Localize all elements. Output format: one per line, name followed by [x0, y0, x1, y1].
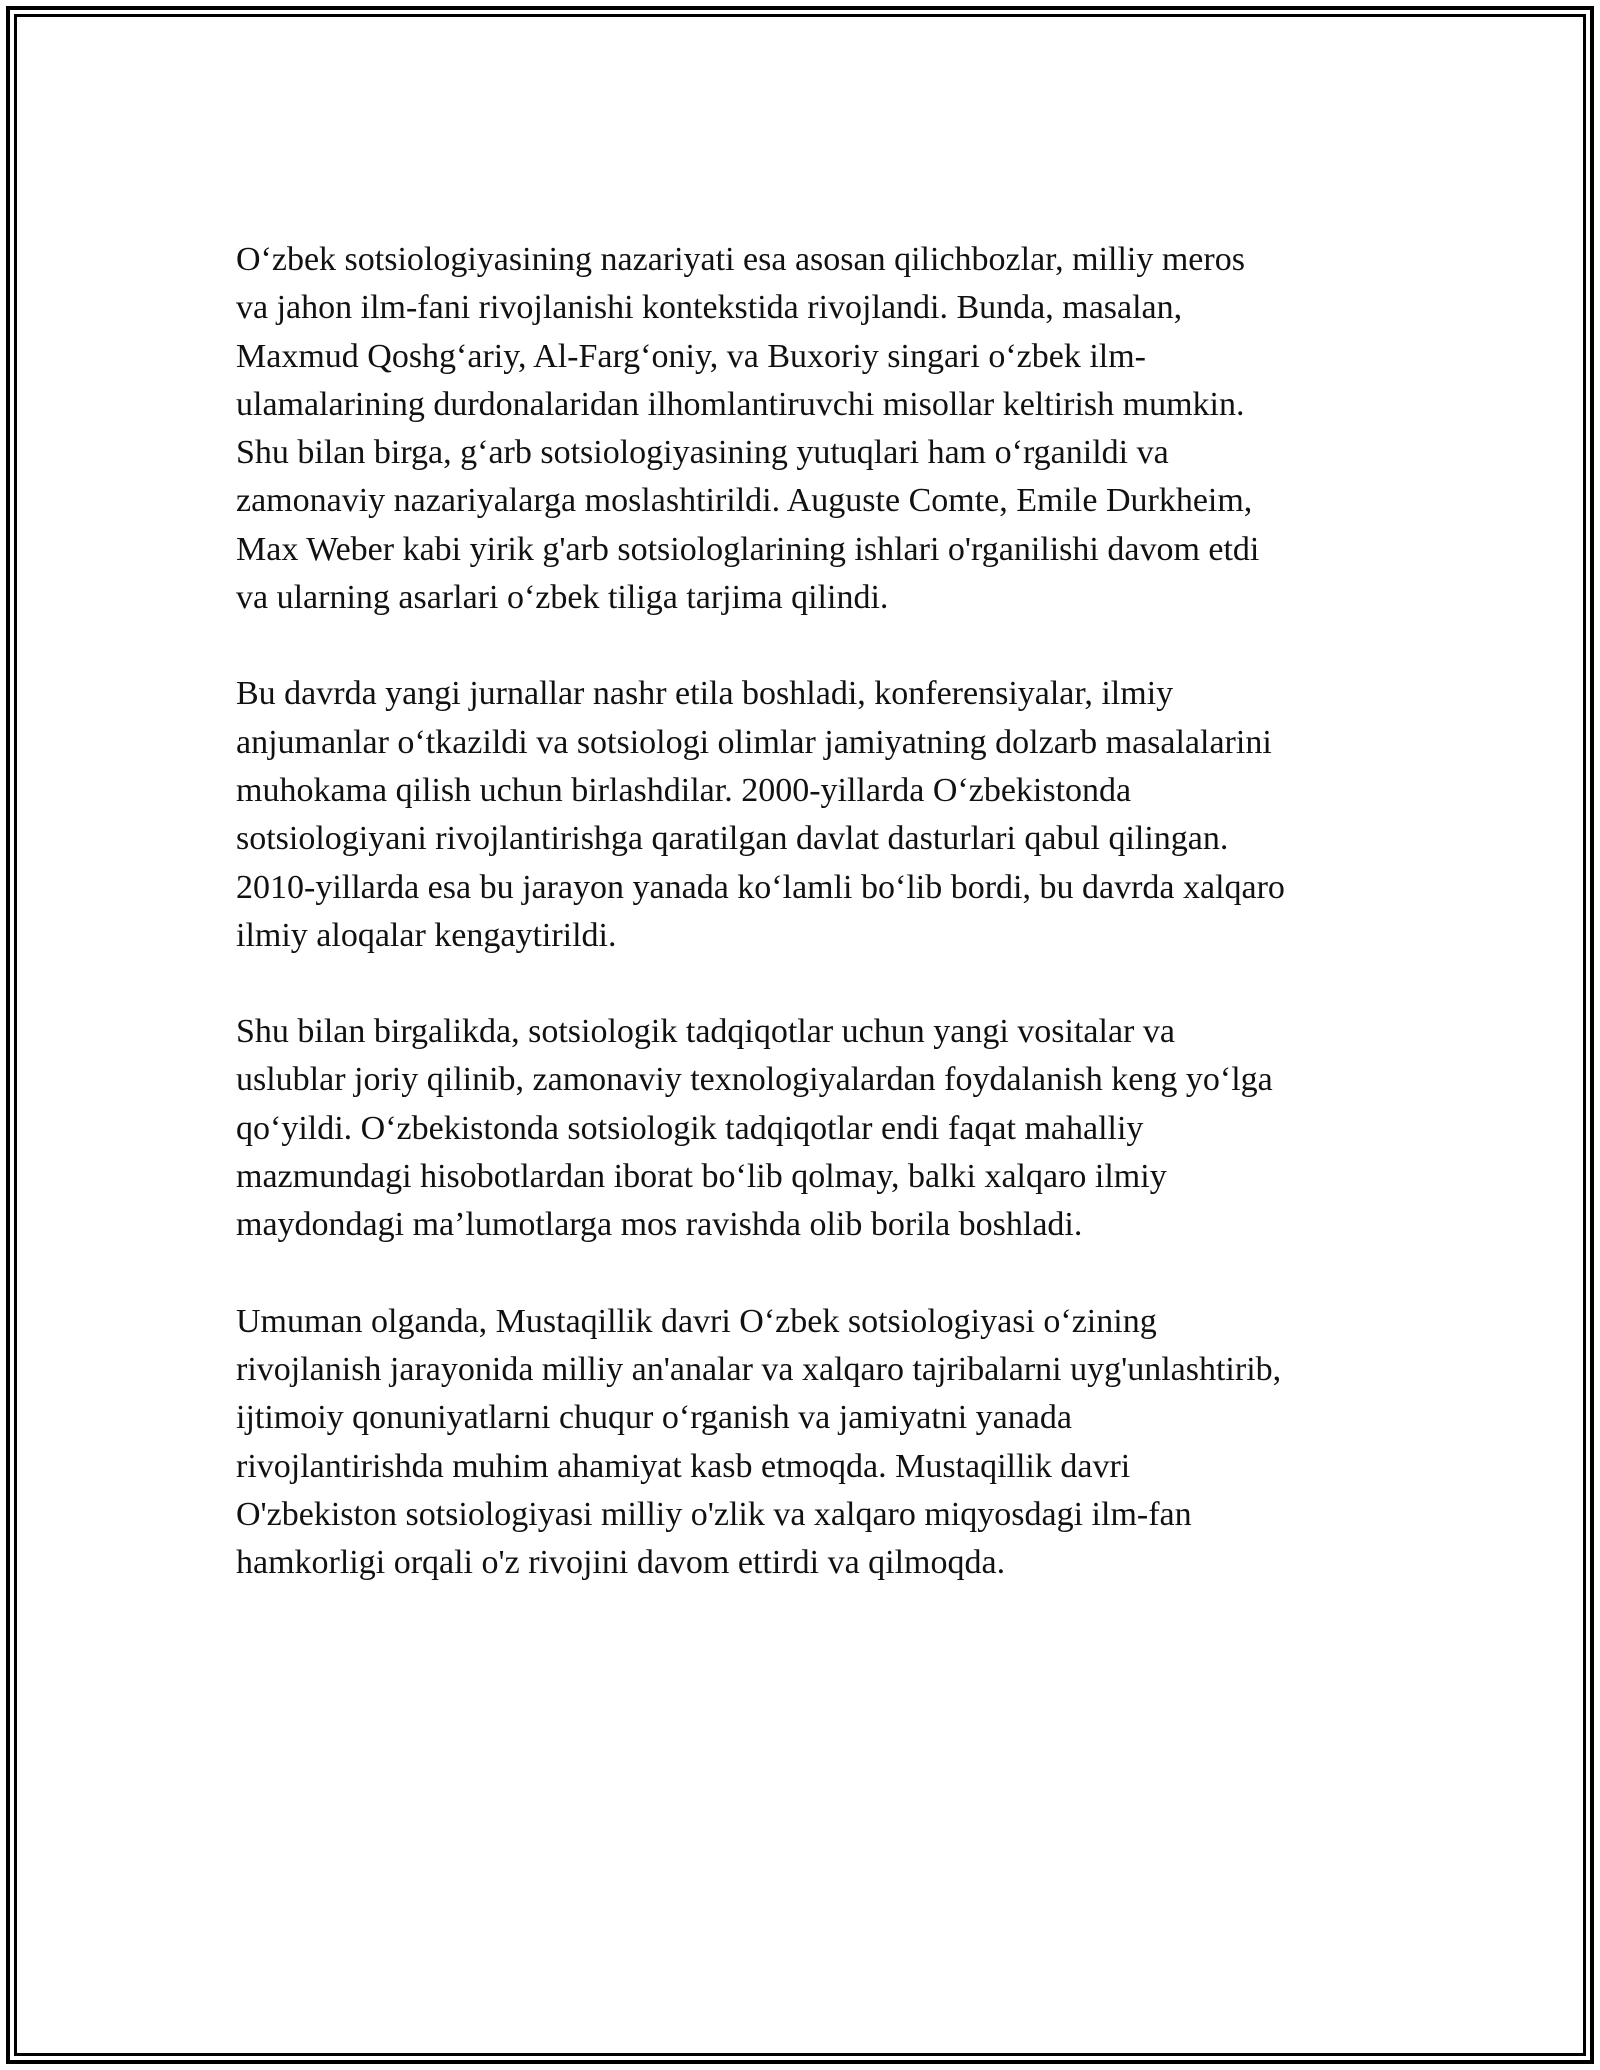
- text-line: Shu bilan birga, g‘arb sotsiologiyasining yutuqlari ham o‘rganildi va: [236, 434, 1169, 472]
- text-line: hamkorligi orqali o'z rivojini davom ettirdi va qilmoqda.: [236, 1544, 1006, 1582]
- paragraph-2: [236, 670, 1386, 960]
- text-line: rivojlantirishda muhim ahamiyat kasb etmoqda. Mustaqillik davri: [236, 1447, 1131, 1485]
- text-line: O'zbekiston sotsiologiyasi milliy o'zlik va xalqaro miqyosdagi ilm-fan: [236, 1495, 1192, 1533]
- paragraph-3: [236, 1008, 1386, 1249]
- text-line: ulamalarining durdonalaridan ilhomlantiruvchi misollar keltirish mumkin.: [236, 385, 1245, 423]
- text-line: Umuman olganda, Mustaqillik davri O‘zbek sotsiologiyasi o‘zining: [236, 1302, 1157, 1340]
- text-line: ijtimoiy qonuniyatlarni chuqur o‘rganish va jamiyatni yanada: [236, 1399, 1072, 1437]
- text-line: rivojlanish jarayonida milliy an'analar va xalqaro tajribalarni uyg'unlashtirib,: [236, 1350, 1282, 1388]
- text-line: va jahon ilm-fani rivojlanishi kontekstida rivojlandi. Bunda, masalan,: [236, 289, 1183, 327]
- text-line: O‘zbek sotsiologiyasining nazariyati esa asosan qilichbozlar, milliy meros: [236, 241, 1245, 278]
- text-line: zamonaviy nazariyalarga moslashtirildi. Auguste Comte, Emile Durkheim,: [236, 482, 1253, 520]
- text-line: anjumanlar o‘tkazildi va sotsiologi olimlar jamiyatning dolzarb masalalarini: [236, 723, 1272, 761]
- text-line: muhokama qilish uchun birlashdilar. 2000-yillarda O‘zbekistonda: [236, 771, 1132, 809]
- text-line: Max Weber kabi yirik g'arb sotsiologlarining ishlari o'rganilishi davom etdi: [236, 530, 1260, 568]
- text-line: uslublar joriy qilinib, zamonaviy texnologiyalardan foydalanish keng yo‘lga: [236, 1061, 1273, 1099]
- text-line: 2010-yillarda esa bu jarayon yanada ko‘lamli bo‘lib bordi, bu davrda xalqaro: [236, 868, 1285, 906]
- text-line: maydondagi ma’lumotlarga mos ravishda olib borila boshladi.: [236, 1206, 1083, 1244]
- text-line: ilmiy aloqalar kengaytirildi.: [236, 916, 617, 954]
- text-line: va ularning asarlari o‘zbek tiliga tarjima qilindi.: [236, 579, 889, 617]
- text-line: Shu bilan birgalikda, sotsiologik tadqiqotlar uchun yangi vositalar va: [236, 1013, 1175, 1051]
- text-line: sotsiologiyani rivojlantirishga qaratilgan davlat dasturlari qabul qilingan.: [236, 820, 1229, 858]
- document-body: [236, 236, 1386, 1635]
- paragraph-1: [236, 236, 1386, 622]
- text-line: Maxmud Qoshg‘ariy, Al-Farg‘oniy, va Buxoriy singari o‘zbek ilm-: [236, 337, 1146, 375]
- text-line: mazmundagi hisobotlardan iborat bo‘lib qolmay, balki xalqaro ilmiy: [236, 1158, 1167, 1196]
- text-line: Bu davrda yangi jurnallar nashr etila boshladi, konferensiyalar, ilmiy: [236, 675, 1174, 713]
- paragraph-4: [236, 1298, 1386, 1588]
- text-line: qo‘yildi. O‘zbekistonda sotsiologik tadqiqotlar endi faqat mahalliy: [236, 1109, 1144, 1147]
